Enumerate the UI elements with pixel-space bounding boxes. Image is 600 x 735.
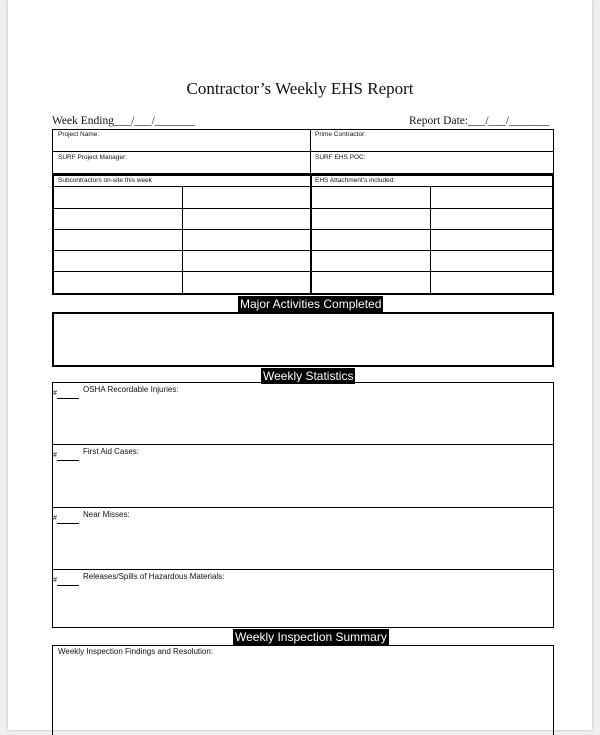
- stat-count-blank: [57, 460, 79, 461]
- stat-number-mark: #: [53, 452, 57, 459]
- stat-number-mark: #: [53, 577, 57, 584]
- stat-count-blank: [57, 585, 79, 586]
- surf-ehs-poc-label: SURF EHS POC:: [315, 154, 366, 161]
- surf-project-manager-label: SURF Project Manager:: [58, 154, 127, 161]
- page-title: Contractor’s Weekly EHS Report: [186, 79, 414, 98]
- stat-number-mark: #: [53, 515, 57, 522]
- report-page: [8, 0, 592, 730]
- stat-label-first-aid: First Aid Cases:: [83, 447, 140, 456]
- stat-label-osha: OSHA Recordable Injuries:: [83, 385, 179, 394]
- weekly-statistics-table: [52, 382, 554, 628]
- stat-count-blank: [57, 398, 79, 399]
- stat-label-releases-spills: Releases/Spills of Hazardous Materials:: [83, 572, 225, 581]
- subcontractor-grid: [52, 174, 554, 295]
- weekly-statistics-heading: Weekly Statistics: [263, 369, 354, 383]
- stat-number-mark: #: [53, 390, 57, 397]
- major-activities-box: [52, 312, 554, 367]
- stat-count-blank: [57, 523, 79, 524]
- weekly-inspection-box: [52, 645, 554, 735]
- project-name-label: Project Name:: [58, 131, 100, 138]
- week-ending-field: Week Ending___/___/_______: [52, 115, 196, 127]
- weekly-inspection-heading: Weekly Inspection Summary: [235, 630, 387, 644]
- major-activities-heading: Major Activities Completed: [240, 297, 382, 311]
- ehs-attachments-label: EHS Attachment’s included:: [315, 177, 396, 184]
- prime-contractor-label: Prime Contractor:: [315, 131, 366, 138]
- subcontractors-label: Subcontractors on-site this week: [58, 177, 152, 184]
- stat-label-near-misses: Near Misses:: [83, 510, 130, 519]
- report-date-field: Report Date:___/___/_______: [409, 115, 550, 127]
- inspection-findings-label: Weekly Inspection Findings and Resolution:: [58, 647, 214, 656]
